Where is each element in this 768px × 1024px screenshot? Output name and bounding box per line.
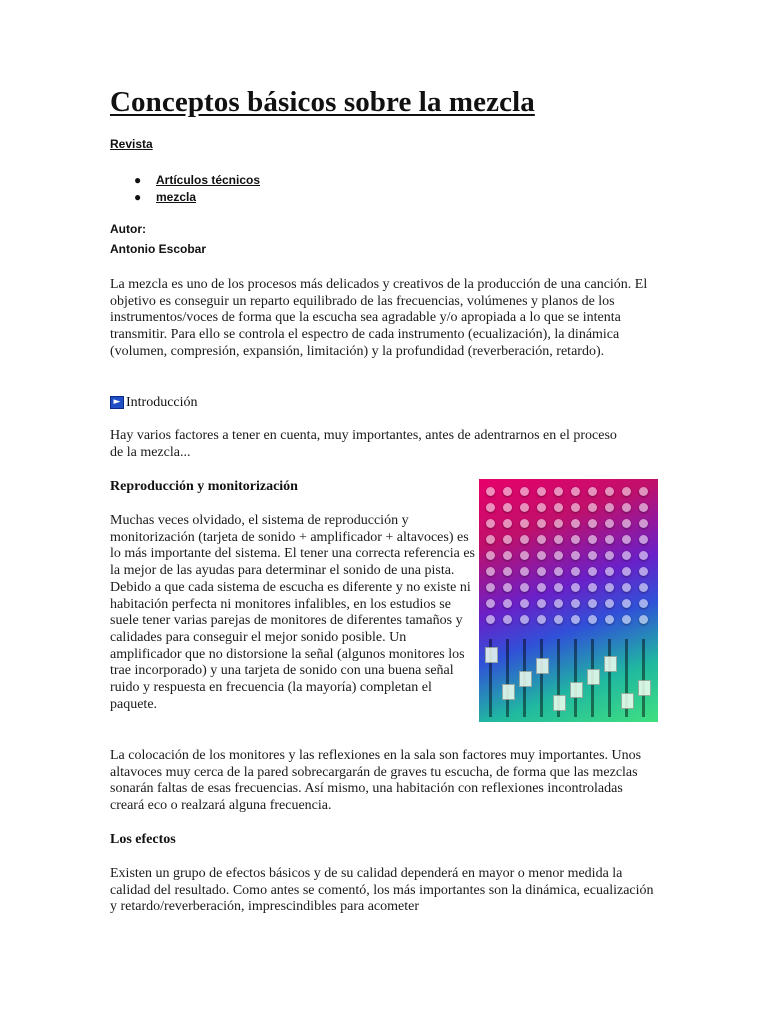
revista-link[interactable]: Revista [110,137,153,151]
section-heading-efectos: Los efectos [110,832,176,847]
reproduccion-paragraph: Muchas veces olvidado, el sistema de reproducción y monitorización (tarjeta de sonido + amplificador + altavoces) es lo más importante del sistema. El tener una correcta referencia es la mejor de las ayudas para determinar el sonido de una pista. Debido a que cada sistema de escucha es diferente y no existe ni habitación perfecta ni monitores infalibles, en los estudios se suele tener varias parejas de monitores de diferentes tamaños y calidades para conseguir el mejor sonido posible. Un amplificador que no distorsione la señal (algunos monitores los trae incorporado) y una tarjeta de sonido con una buena señal ruido y respuesta en frecuencia (la mayoría) completan el paquete. [110,513,475,712]
intro-paragraph: La mezcla es uno de los procesos más delicados y creativos de la producción de una canción. El objetivo es conseguir un reparto equilibrado de las frecuencias, volúmenes y planos de los instrumentos/voces de forma que la escucha sea agradable y/o apropiada a lo que se intenta transmitir. Para ello se controla el espectro de cada instrumento (ecualización), la dinámica (volumen, compresión, expansión, limitación) y la profundidad (reverberación, retardo). [110,277,648,359]
bullet-icon: ● [134,190,142,204]
intro-link[interactable] [110,394,198,411]
mixing-console-image [479,479,658,722]
mixer-channel [502,479,513,722]
mixer-channel [519,479,530,722]
mixer-channel [570,479,581,722]
mixer-channel [485,479,496,722]
mixer-channel [604,479,615,722]
tag-list [134,172,260,206]
tag-link-articulos[interactable]: Artículos técnicos [156,173,261,187]
mixer-channel [621,479,632,722]
mixer-channel [553,479,564,722]
page-title: Conceptos básicos sobre la mezcla [110,86,535,118]
arrow-right-icon: ► [110,396,124,409]
author-name: Antonio Escobar [110,242,207,256]
colocacion-paragraph: La colocación de los monitores y las reflexiones en la sala son factores muy importantes. Unos altavoces muy cerca de la pared sobrecargarán de graves tu escucha, de forma que las mezclas sonarán faltas de esas frecuencias. Así mismo, una habitación con reflexiones incontroladas creará eco o realzará alguna frecuencia. [110,748,642,814]
mixer-channel [638,479,649,722]
bullet-icon: ● [134,173,142,187]
list-item [134,189,260,206]
section-heading-reproduccion: Reproducción y monitorización [110,479,298,494]
author-label: Autor: [110,222,146,236]
mixer-channel [536,479,547,722]
efectos-paragraph: Existen un grupo de efectos básicos y de su calidad dependerá en mayor o menor medida la calidad del resultado. Como antes se comentó, los más importantes son la dinámica, ecualización y retardo/reverberación, imprescindibles para acometer [110,866,654,915]
list-item [134,172,260,189]
mixer-channel [587,479,598,722]
intro-link-label: Introducción [126,395,198,410]
factors-paragraph: Hay varios factores a tener en cuenta, muy importantes, antes de adentrarnos en el proceso de la mezcla... [110,428,617,460]
tag-link-mezcla[interactable]: mezcla [156,190,197,204]
